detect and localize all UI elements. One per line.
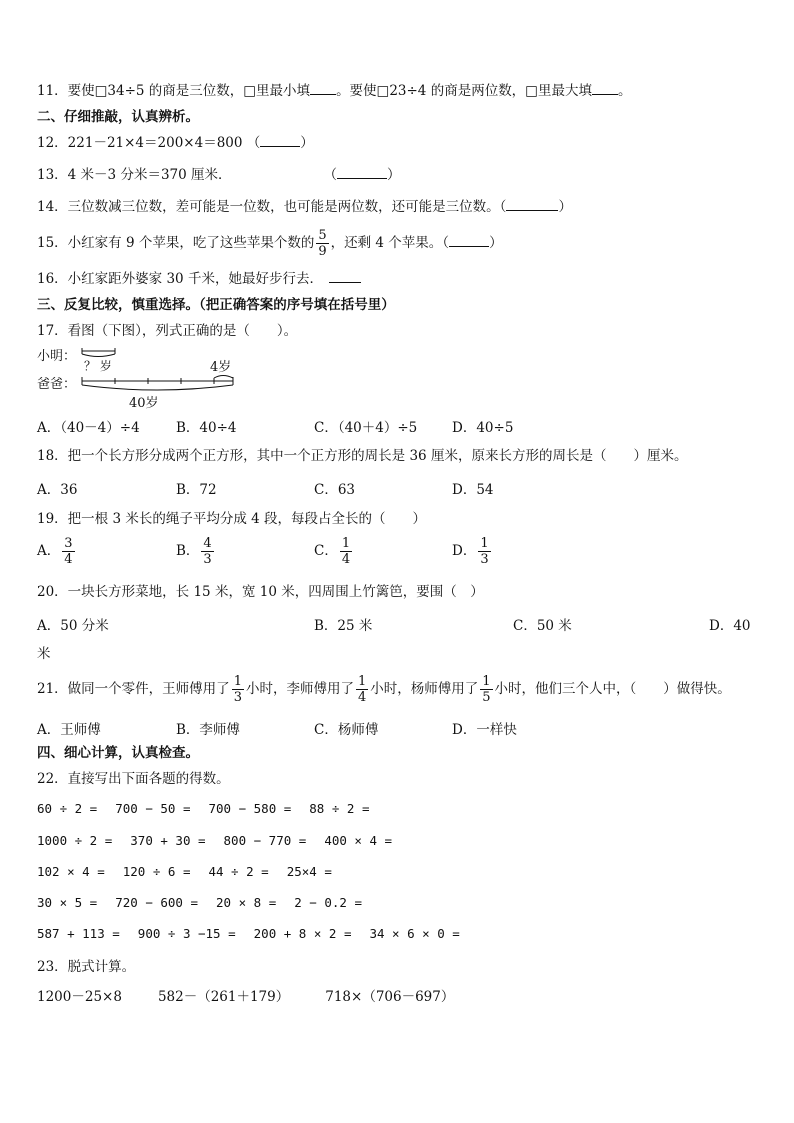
calc-row: 587 + 113 = 900 ÷ 3 −15 = 200 + 8 × 2 = 34 × 6 × 0 = [37,926,460,941]
option-c[interactable]: C．63 [314,482,356,498]
question-23: 23．脱式计算。 [37,959,136,975]
question-20: 20．一块长方形菜地，长 15 米，宽 10 米，四周围上竹篱笆，要围（ ） [37,584,484,600]
label-baba: 爸爸： [37,377,77,392]
answer-blank[interactable] [260,134,300,147]
fraction: $\frac{1}{3}$ [233,674,242,705]
option-c[interactable]: C． $\frac{1}{4}$ [314,536,351,567]
question-13: 13．4 米－3 分米＝370 厘米． （ ） [37,167,401,183]
option-d[interactable]: D．40 [709,618,751,634]
fraction: $\frac{4}{3}$ [203,536,212,567]
question-18: 18．把一个长方形分成两个正方形，其中一个正方形的周长是 36 厘米，原来长方形的周长是（ ）厘米。 [37,448,688,464]
line-segment-diagram [37,345,247,410]
option-a[interactable]: A．王师傅 [37,722,101,738]
fraction: $\frac{1}{4}$ [341,536,351,567]
q20-option-d-wrap: 米 [37,646,51,662]
fraction: $\frac{5}{9}$ [318,228,327,259]
question-14: 14．三位数减三位数，差可能是一位数，也可能是两位数，还可能是三位数。（ ） [37,199,572,215]
label-xiaoming: 小明： [37,349,77,364]
fraction: $\frac{1}{4}$ [357,674,367,705]
label-unknown-age: ？ 岁 [84,359,112,373]
section-4-heading: 四、细心计算，认真检查。 [37,745,199,761]
option-b[interactable]: B．25 米 [314,618,373,634]
question-12: 12．221－21×4＝200×4＝800 （ ） [37,135,314,151]
option-a[interactable]: A．（40－4）÷4 [37,420,140,436]
fraction: $\frac{1}{3}$ [480,536,489,567]
option-a[interactable]: A．50 分米 [37,618,109,634]
fraction: $\frac{3}{4}$ [64,536,73,567]
answer-blank[interactable] [310,82,336,95]
label-4-years: 4岁 [210,360,232,375]
option-c[interactable]: C．杨师傅 [314,722,379,738]
fraction: $\frac{1}{5}$ [482,674,491,705]
answer-blank[interactable] [592,82,618,95]
label-40-years: 40岁 [129,396,159,410]
option-b[interactable]: B．72 [176,482,217,498]
option-b[interactable]: B．李师傅 [176,722,240,738]
option-d[interactable]: D．40÷5 [452,420,514,436]
question-19: 19．把一根 3 米长的绳子平均分成 4 段，每段占全长的（ ） [37,511,427,527]
option-a[interactable]: A． $\frac{3}{4}$ [37,536,73,567]
calc-row: 60 ÷ 2 = 700 − 50 = 700 − 580 = 88 ÷ 2 = [37,801,370,816]
answer-blank[interactable] [506,198,558,211]
calc-row: 1000 ÷ 2 = 370 + 30 = 800 − 770 = 400 × 4 = [37,833,393,848]
option-d[interactable]: D．一样快 [452,722,517,738]
option-d[interactable]: D．54 [452,482,494,498]
option-a[interactable]: A．36 [37,482,78,498]
calc-row: 102 × 4 = 120 ÷ 6 = 44 ÷ 2 = 25×4 = [37,864,332,879]
question-16: 16．小红家距外婆家 30 千米，她最好步行去． [37,270,361,288]
q17-diagram [37,345,247,410]
answer-blank[interactable] [449,234,489,247]
question-11: 11．要使□34÷5 的商是三位数，□里最小填 。要使□23÷4 的商是两位数，□里最大填 。 [37,83,632,99]
option-c[interactable]: C．50 米 [513,618,572,634]
option-d[interactable]: D． $\frac{1}{3}$ [452,536,489,567]
question-15: 15．小红家有 9 个苹果，吃了这些苹果个数的 $\frac{5}{9}$ ，还剩 4 个苹果。（ ） [37,228,503,259]
section-2-heading: 二、仔细推敲，认真辨析。 [37,109,199,125]
option-b[interactable]: B． $\frac{4}{3}$ [176,536,212,567]
option-b[interactable]: B．40÷4 [176,420,237,436]
answer-blank[interactable] [329,270,361,283]
question-21: 21．做同一个零件，王师傅用了 $\frac{1}{3}$ 小时，李师傅用了 $\frac{1}{4}$ 小时，杨师傅用了 $\frac{1}{5}$ 小时，他们三个人中，（ ）做得快。 [37,674,731,705]
q23-expressions: 1200－25×8 582－（261＋179） 718×（706－697） [37,989,455,1005]
section-3-heading: 三、反复比较，慎重选择。（把正确答案的序号填在括号里） [37,297,395,313]
question-22: 22．直接写出下面各题的得数。 [37,771,230,787]
answer-blank[interactable] [337,166,387,179]
calc-row: 30 × 5 = 720 − 600 = 20 × 8 = 2 − 0.2 = [37,895,362,910]
option-c[interactable]: C．（40＋4）÷5 [314,420,418,436]
question-17: 17．看图（下图），列式正确的是（ ）。 [37,323,298,339]
